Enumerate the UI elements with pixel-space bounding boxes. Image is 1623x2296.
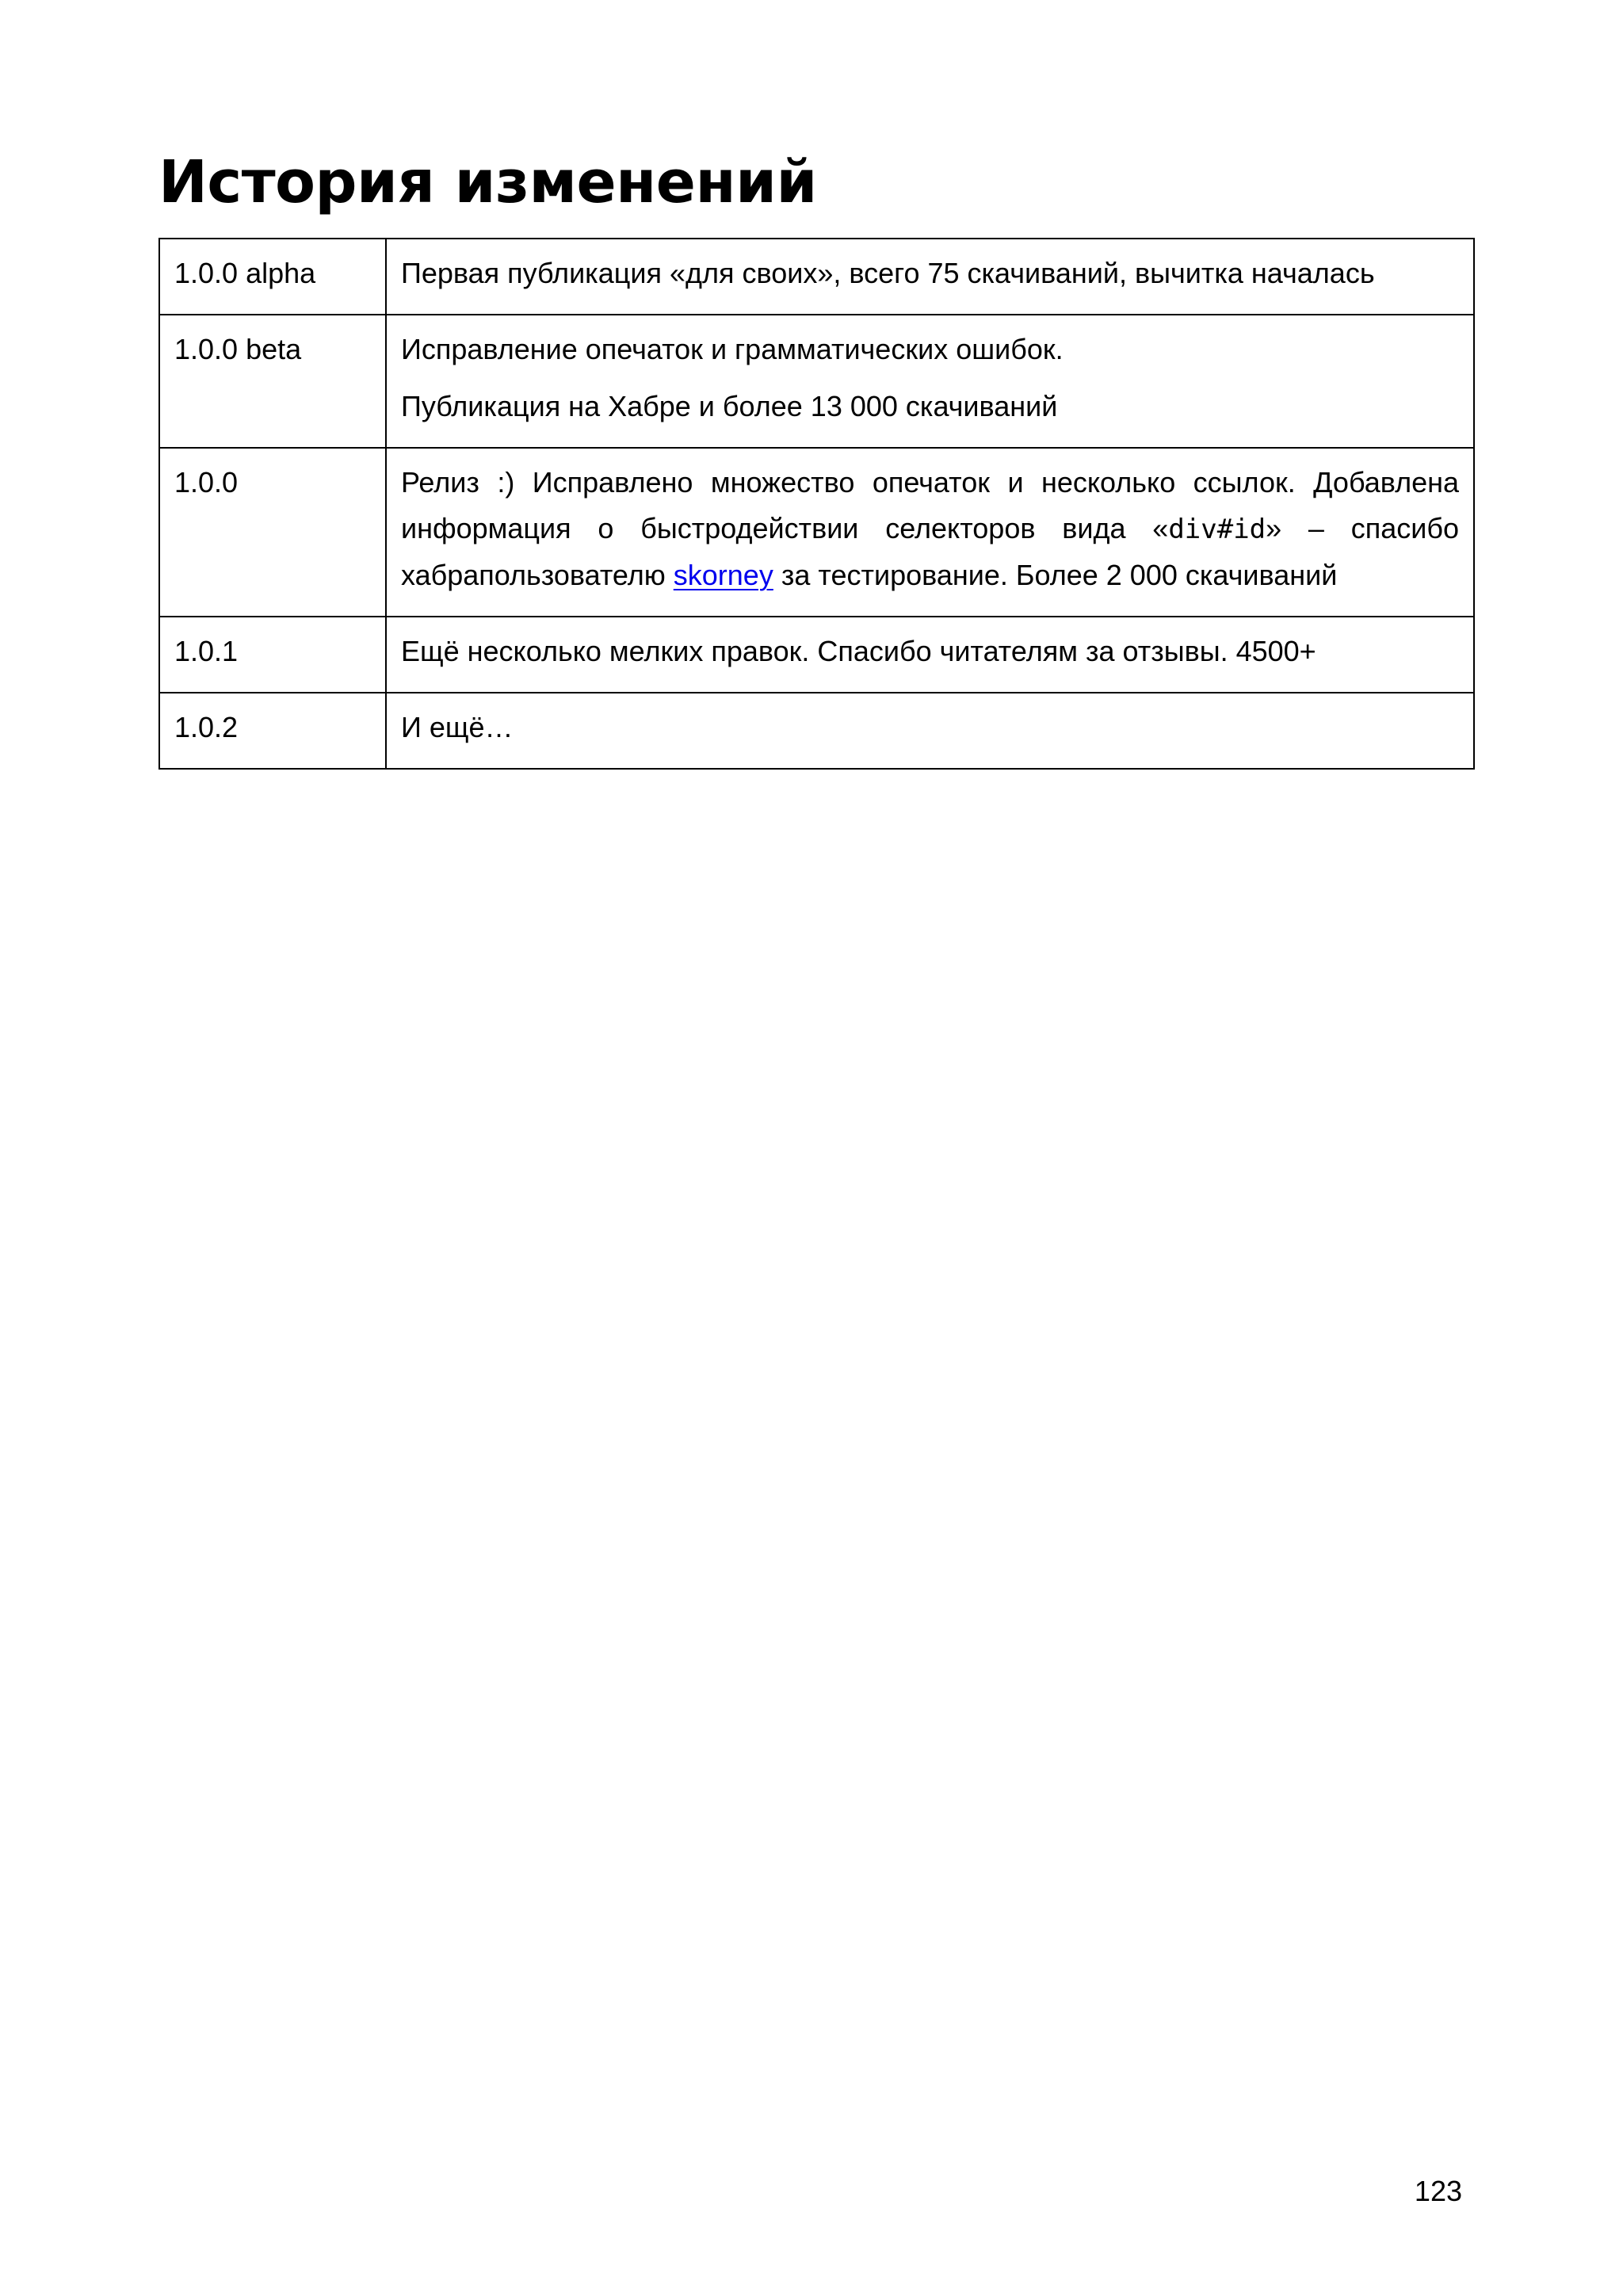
code-snippet: div#id xyxy=(1168,514,1266,545)
description-cell xyxy=(386,693,1474,769)
description-cell xyxy=(386,239,1474,315)
description-text-part: Релиз :) Исправлено множество опечаток и несколько ссылок. Добавлена информация о быстродействии селекторов вида « xyxy=(401,466,1459,544)
version-cell: 1.0.0 xyxy=(159,448,386,617)
version-cell: 1.0.2 xyxy=(159,693,386,769)
table-row xyxy=(159,448,1474,617)
table-row xyxy=(159,239,1474,315)
version-cell: 1.0.0 beta xyxy=(159,315,386,448)
description-cell xyxy=(386,315,1474,448)
user-profile-link[interactable]: skorney xyxy=(673,559,773,591)
table-row xyxy=(159,315,1474,448)
description-text xyxy=(401,460,1459,598)
description-text: И ещё… xyxy=(401,711,514,743)
description-text-part: за тестирование. Более 2 000 скачиваний xyxy=(773,559,1338,591)
version-cell: 1.0.0 alpha xyxy=(159,239,386,315)
description-cell xyxy=(386,617,1474,693)
page-number: 123 xyxy=(1414,2175,1462,2207)
description-cell xyxy=(386,448,1474,617)
description-text-part: » – спасибо хабрапользователю xyxy=(401,512,1459,591)
description-text: Исправление опечаток и грамматических ошибок. xyxy=(401,333,1064,365)
description-text: Первая публикация «для своих», всего 75 скачиваний, вычитка началась xyxy=(401,257,1375,289)
table-row xyxy=(159,693,1474,769)
description-text: Ещё несколько мелких правок. Спасибо читателям за отзывы. 4500+ xyxy=(401,635,1316,667)
version-cell: 1.0.1 xyxy=(159,617,386,693)
table-row xyxy=(159,617,1474,693)
changelog-table xyxy=(158,238,1475,770)
page-title: История изменений xyxy=(158,148,817,216)
description-text: Публикация на Хабре и более 13 000 скачиваний xyxy=(401,390,1058,422)
